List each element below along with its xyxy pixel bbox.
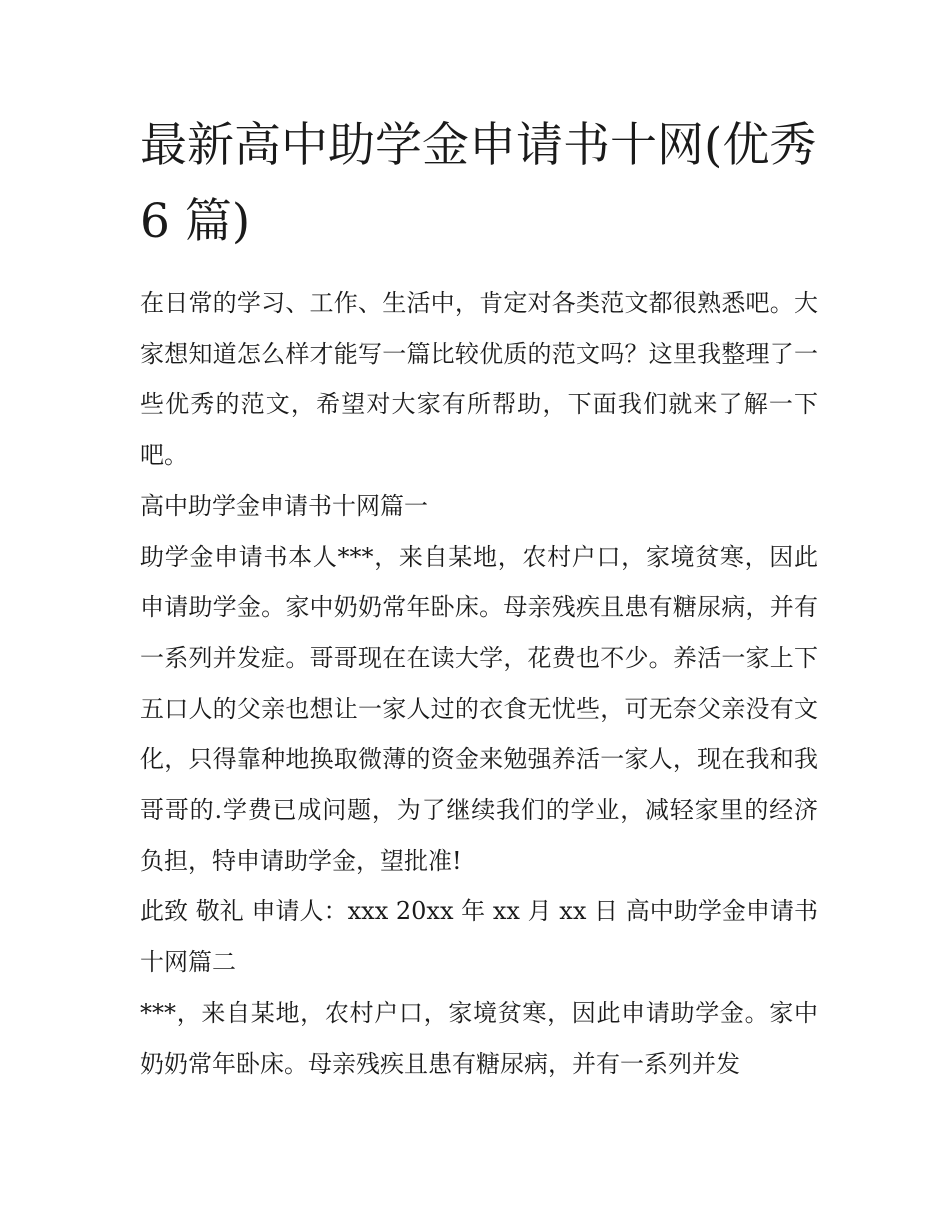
document-title: 最新高中助学金申请书十网(优秀 6 篇)	[140, 118, 817, 249]
letter-paragraph-1: 助学金申请书本人***，来自某地，农村户口，家境贫寒，因此申请助学金。家中奶奶常年卧床。母亲残疾且患有糖尿病，并有一系列并发症。哥哥现在在读大学，花费也不少。养活一家上下五口人的父亲也想让一家人过的衣食无忧些，可无奈父亲没有文化，只得靠种地换取微薄的资金来勉强养活一家人，现在我和我哥哥的.学费已成问题，为了继续我们的学业，减轻家里的经济负担，特申请助学金，望批准!	[140, 542, 818, 875]
document-page	[140, 108, 818, 1089]
closing-and-section-heading-2: 此致 敬礼 申请人：xxx 20xx 年 xx 月 xx 日 高中助学金申请书十网篇二	[140, 897, 818, 977]
section-heading-1: 高中助学金申请书十网篇一	[140, 491, 428, 520]
letter-paragraph-2: ***，来自某地，农村户口，家境贫寒，因此申请助学金。家中奶奶常年卧床。母亲残疾且患有糖尿病，并有一系列并发	[140, 998, 818, 1078]
intro-paragraph: 在日常的学习、工作、生活中，肯定对各类范文都很熟悉吧。大家想知道怎么样才能写一篇比较优质的范文吗？这里我整理了一些优秀的范文，希望对大家有所帮助，下面我们就来了解一下吧。	[140, 289, 818, 470]
document-body	[140, 278, 818, 1089]
